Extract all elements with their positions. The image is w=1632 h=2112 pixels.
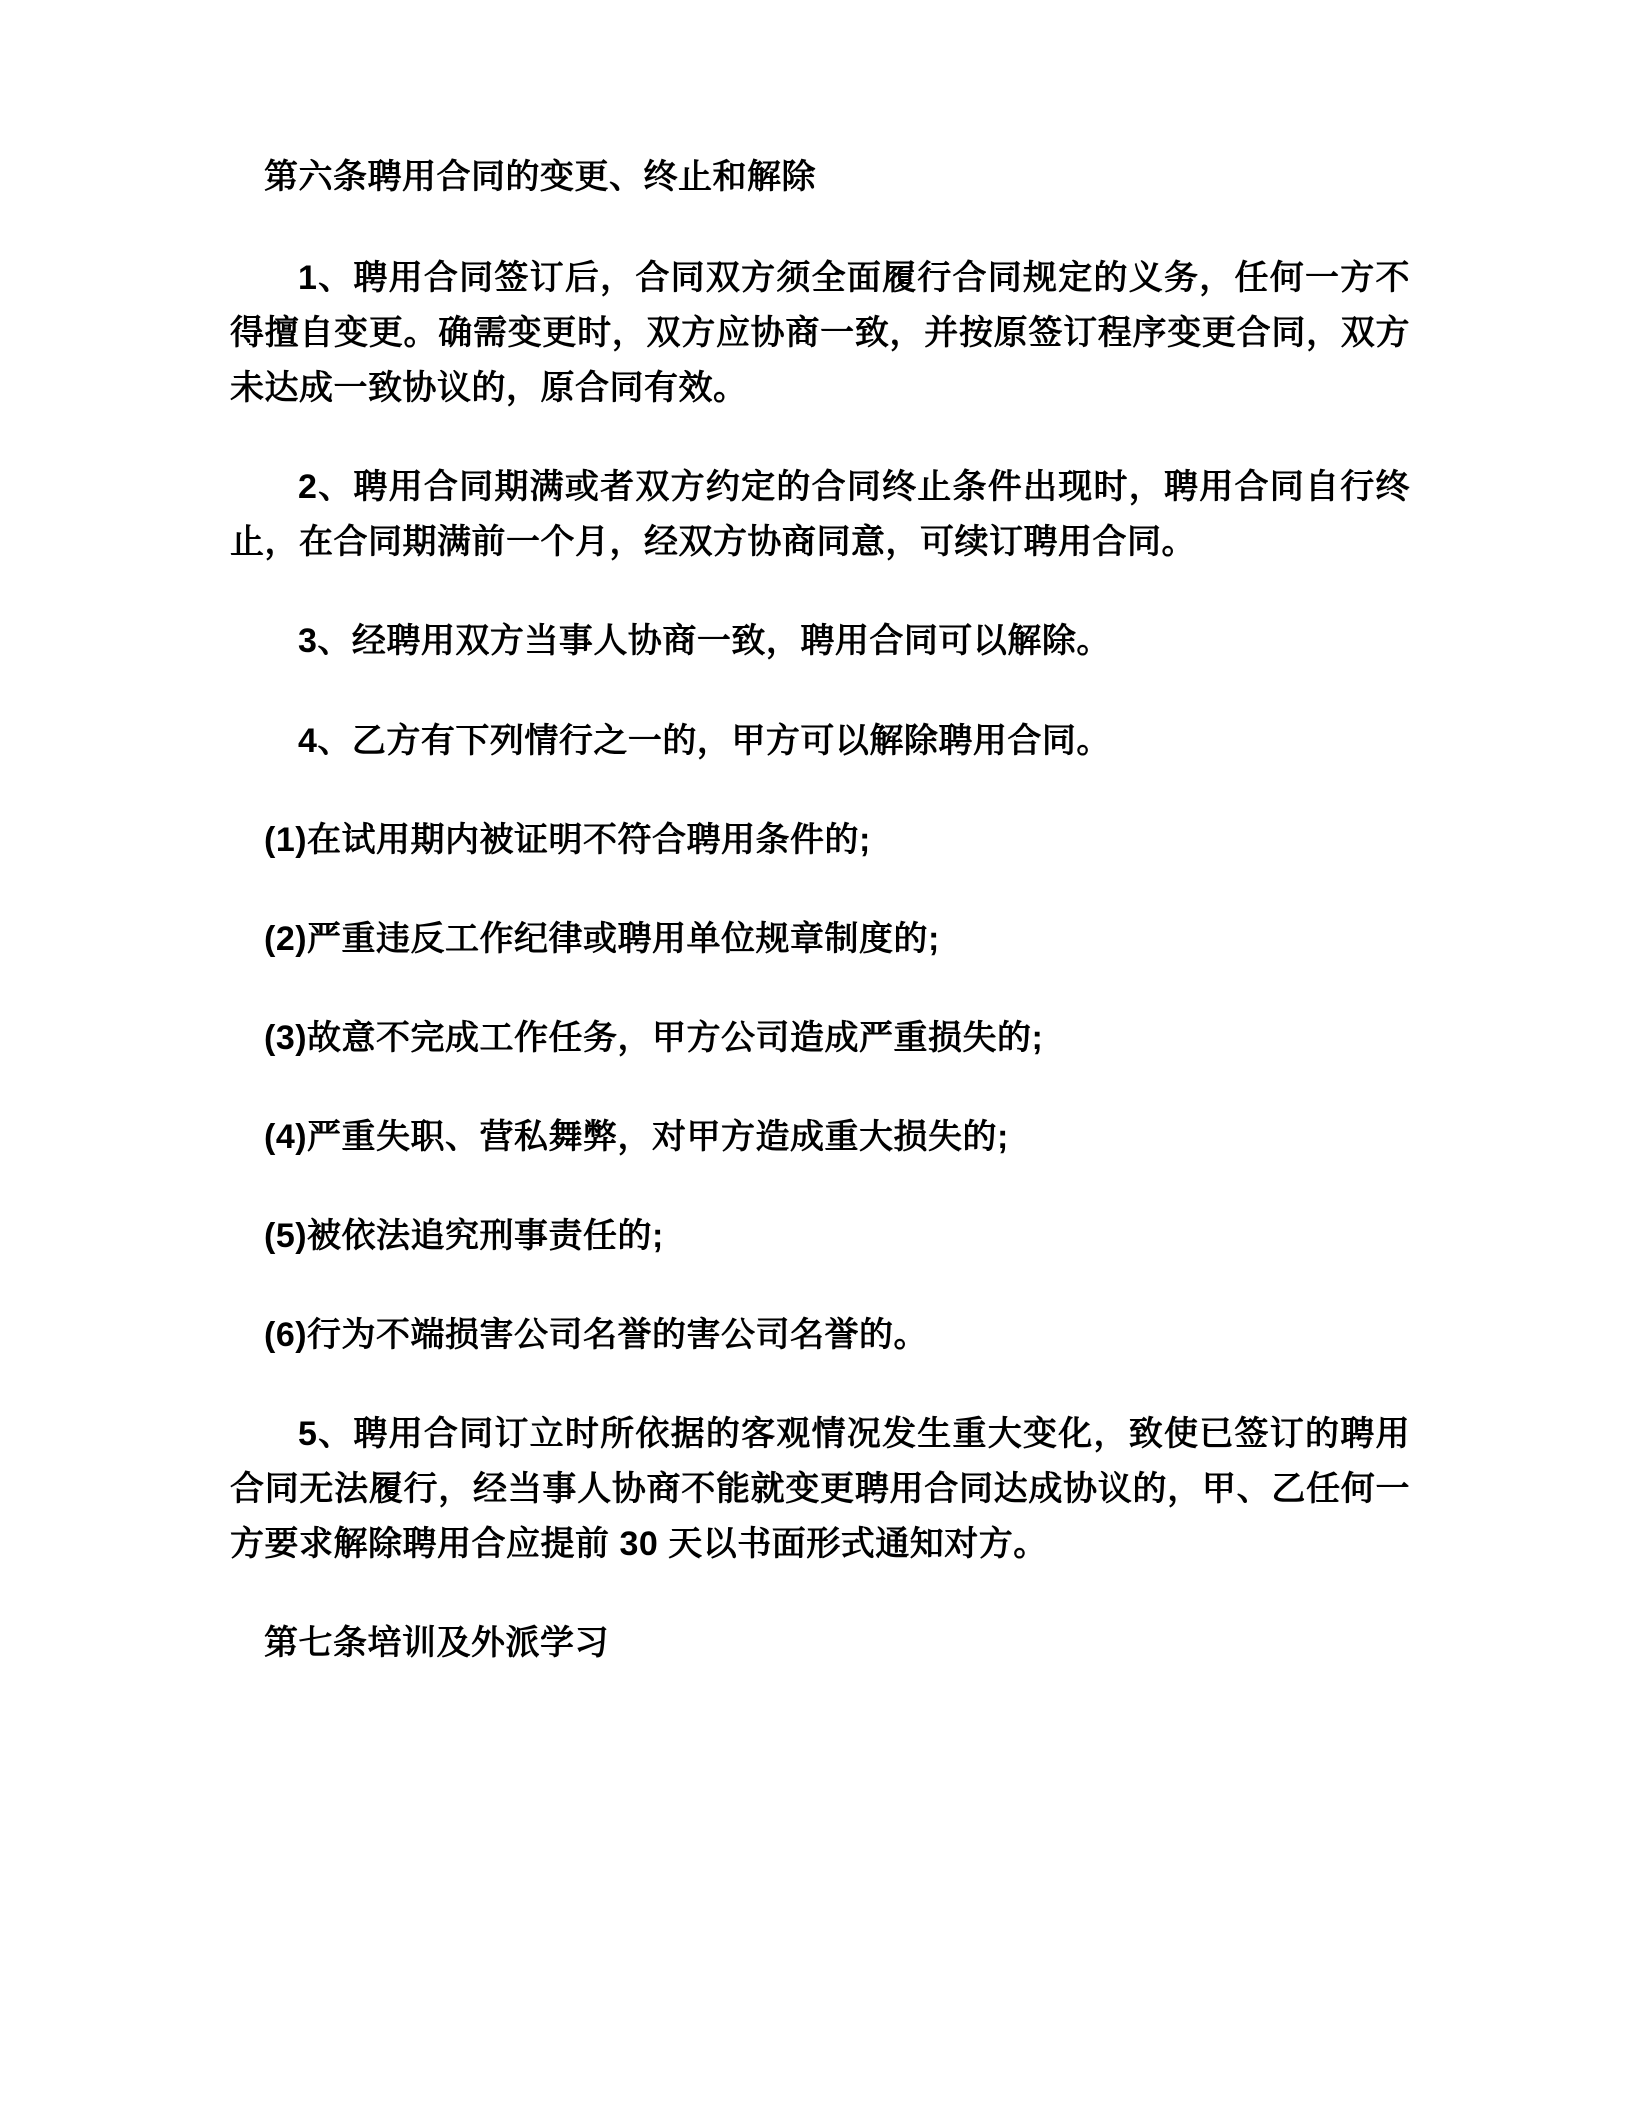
section-6-heading: 第六条聘用合同的变更、终止和解除 [264,158,816,196]
clause-6-4-item-5: (5)被依法追究刑事责任的; [264,1216,664,1255]
section-7-heading: 第七条培训及外派学习 [264,1624,609,1663]
clause-6-4-item-6: (6)行为不端损害公司名誉的害公司名誉的。 [264,1316,929,1355]
clause-6-4-item-4: (4)严重失职、营私舞弊，对甲方造成重大损失的; [264,1117,1009,1156]
clause-6-2: 2、聘用合同期满或者双方约定的合同终止条件出现时，聘用合同自行终止，在合同期满前一个月，经双方协商同意，可续订聘用合同。 [230,468,1410,562]
clause-6-4-item-3: (3)故意不完成工作任务，甲方公司造成严重损失的; [264,1018,1044,1057]
document-body [230,150,1410,1671]
clause-6-4-item-2: (2)严重违反工作纪律或聘用单位规章制度的; [264,919,940,958]
clause-6-4: 4、乙方有下列情行之一的，甲方可以解除聘用合同。 [298,721,1111,760]
clause-6-3: 3、经聘用双方当事人协商一致，聘用合同可以解除。 [298,622,1111,661]
clause-6-5: 5、聘用合同订立时所依据的客观情况发生重大变化，致使已签订的聘用合同无法履行，经当事人协商不能就变更聘用合同达成协议的，甲、乙任何一方要求解除聘用合应提前 30 天以书面形式通知对方。 [230,1415,1410,1564]
clause-6-4-item-1: (1)在试用期内被证明不符合聘用条件的; [264,820,871,859]
clause-6-1: 1、聘用合同签订后，合同双方须全面履行合同规定的义务，任何一方不得擅自变更。确需变更时，双方应协商一致，并按原签订程序变更合同，双方未达成一致协议的，原合同有效。 [230,259,1410,408]
